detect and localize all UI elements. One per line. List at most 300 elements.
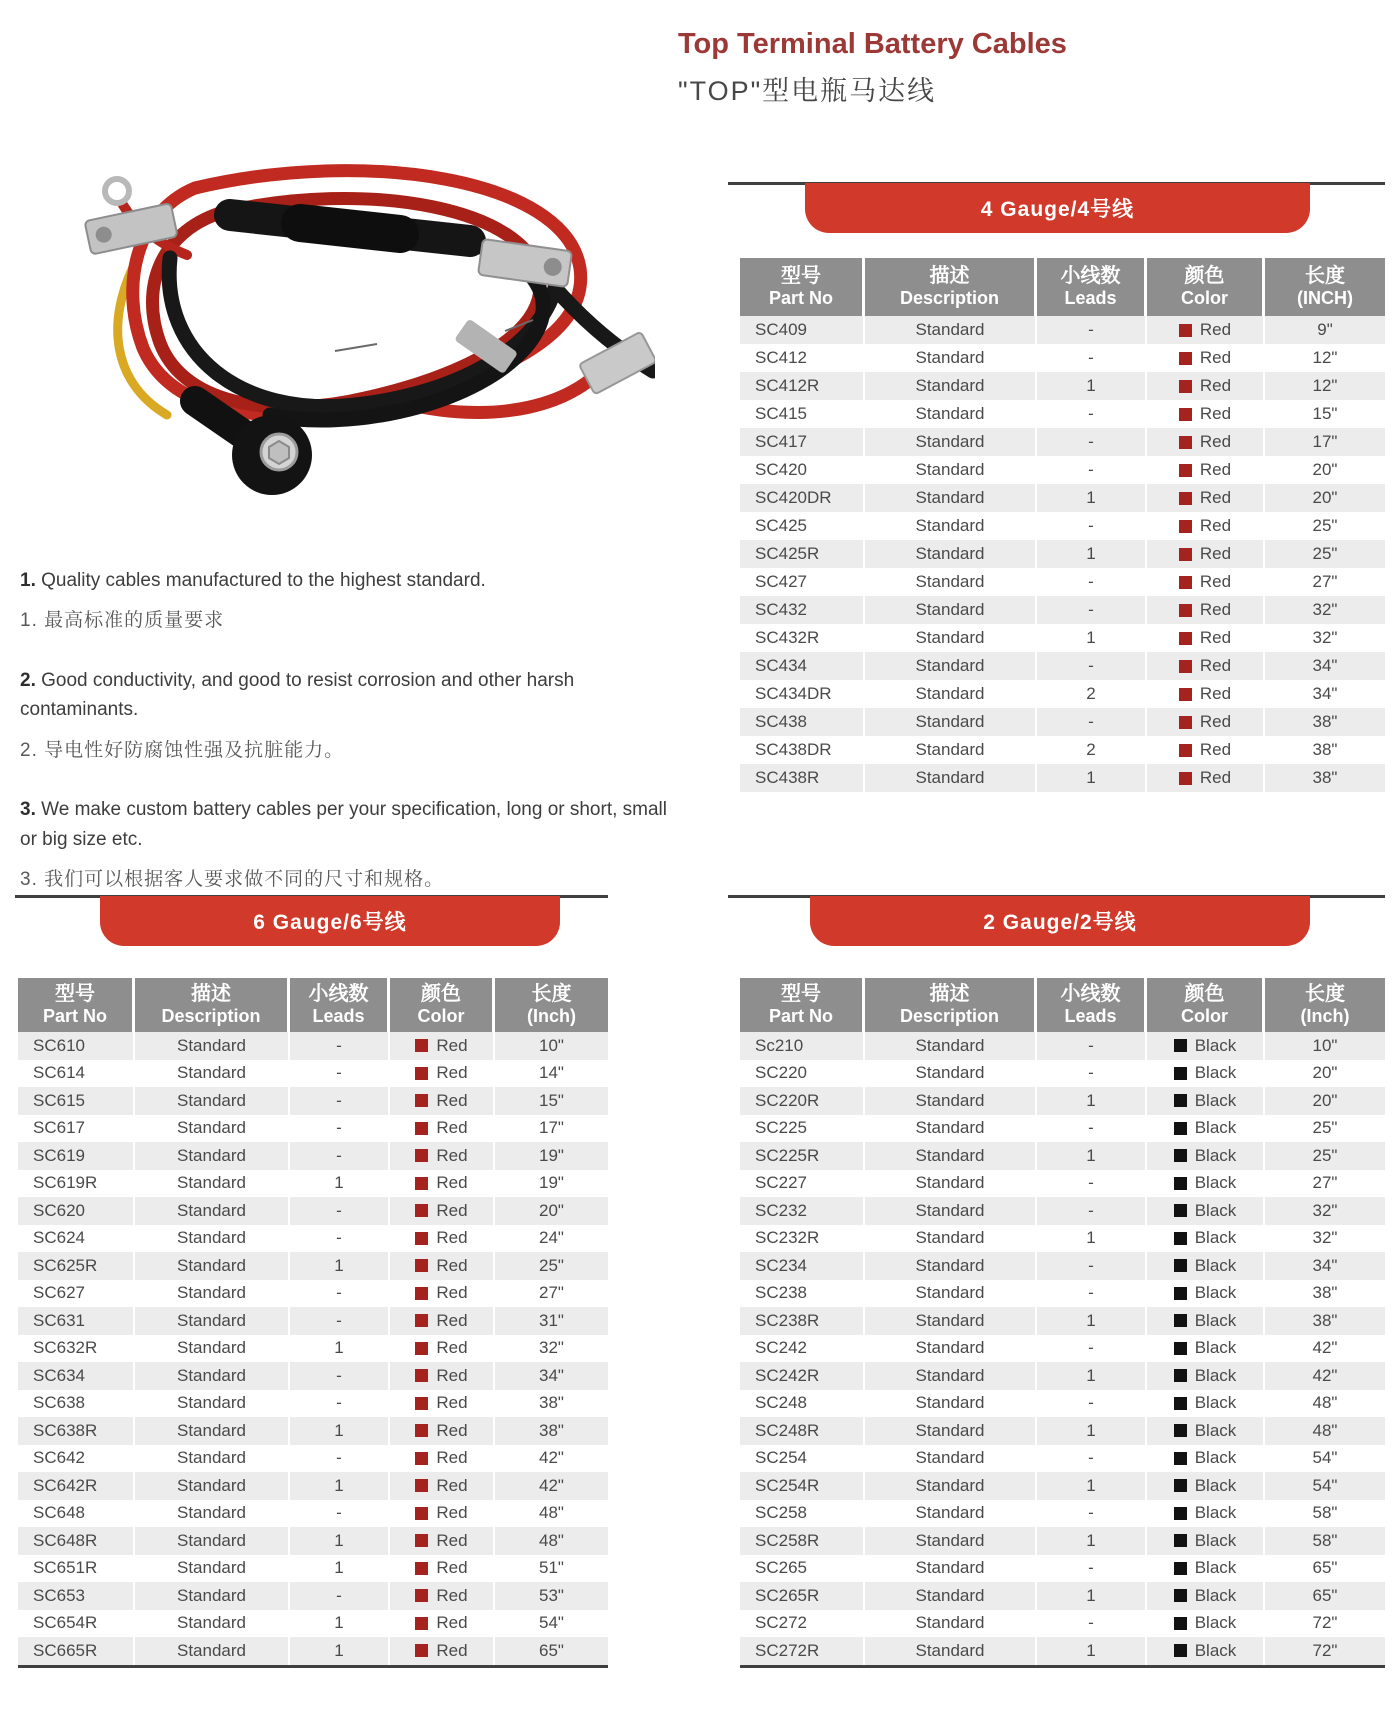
table-6-gauge-header xyxy=(18,978,608,1032)
description-cell: Standard xyxy=(865,680,1037,708)
table-row xyxy=(740,456,1385,484)
color-cell xyxy=(390,1252,495,1280)
description-cell: Standard xyxy=(135,1390,290,1418)
banner-6-gauge xyxy=(100,896,560,946)
table-row xyxy=(740,512,1385,540)
leads-cell: 1 xyxy=(1037,1582,1147,1610)
leads-cell: - xyxy=(1037,1252,1147,1280)
color-label: Black xyxy=(1194,1173,1237,1193)
length-cell: 72" xyxy=(1312,1640,1338,1660)
length-cell: 12" xyxy=(1312,348,1338,367)
header-length: 长度 (Inch) xyxy=(527,983,576,1027)
color-swatch-icon xyxy=(1179,688,1192,701)
description-cell: Standard xyxy=(135,1335,290,1363)
color-cell xyxy=(390,1527,495,1555)
color-cell xyxy=(1147,1445,1265,1473)
color-label: Red xyxy=(1199,712,1232,731)
description-cell: Standard xyxy=(865,1472,1037,1500)
part-no-cell: SC624 xyxy=(18,1225,135,1253)
leads-cell: - xyxy=(1037,596,1147,624)
color-swatch-icon xyxy=(1174,1452,1187,1465)
color-cell xyxy=(390,1582,495,1610)
color-swatch-icon xyxy=(1174,1507,1187,1520)
table-row xyxy=(18,1032,608,1060)
leads-cell: 1 xyxy=(1037,624,1147,652)
title-block xyxy=(678,28,1067,108)
color-label: Red xyxy=(436,1503,468,1523)
part-no-cell: SC254 xyxy=(740,1445,865,1473)
table-row xyxy=(18,1500,608,1528)
header-leads: 小线数 Leads xyxy=(1037,258,1147,316)
leads-cell: - xyxy=(290,1500,390,1528)
length-cell: 34" xyxy=(1312,684,1338,703)
length-cell: 25" xyxy=(1312,1118,1338,1138)
part-no-cell: SC232 xyxy=(740,1197,865,1225)
color-swatch-icon xyxy=(1174,1204,1187,1217)
length-cell: 34" xyxy=(539,1365,564,1385)
table-row xyxy=(18,1472,608,1500)
leads-cell: - xyxy=(1037,1170,1147,1198)
length-cell: 20" xyxy=(1312,1090,1338,1110)
description-cell: Standard xyxy=(865,1115,1037,1143)
color-label: Red xyxy=(436,1255,468,1275)
leads-cell: - xyxy=(1037,1032,1147,1060)
length-cell: 25" xyxy=(1312,516,1338,535)
color-swatch-icon xyxy=(415,1452,428,1465)
color-swatch-icon xyxy=(1179,576,1192,589)
leads-cell: - xyxy=(1037,1390,1147,1418)
part-no-cell: SC619 xyxy=(18,1142,135,1170)
description-cell: Standard xyxy=(865,1225,1037,1253)
color-cell xyxy=(1147,1197,1265,1225)
color-label: Red xyxy=(1199,684,1232,703)
color-label: Red xyxy=(1199,600,1232,619)
description-cell: Standard xyxy=(135,1637,290,1665)
table-row xyxy=(740,1170,1385,1198)
color-swatch-icon xyxy=(1179,772,1192,785)
color-cell xyxy=(1147,680,1265,708)
color-swatch-icon xyxy=(415,1314,428,1327)
description-cell: Standard xyxy=(135,1115,290,1143)
length-cell: 58" xyxy=(1312,1530,1338,1550)
table-row xyxy=(18,1417,608,1445)
leads-cell: 1 xyxy=(1037,372,1147,400)
color-cell xyxy=(390,1390,495,1418)
color-cell xyxy=(1147,568,1265,596)
description-cell: Standard xyxy=(865,1555,1037,1583)
color-label: Red xyxy=(1199,768,1232,787)
length-cell: 38" xyxy=(539,1420,564,1440)
part-no-cell: SC225 xyxy=(740,1115,865,1143)
color-cell xyxy=(390,1170,495,1198)
color-label: Red xyxy=(436,1338,468,1358)
color-label: Red xyxy=(436,1200,468,1220)
color-cell xyxy=(390,1197,495,1225)
length-cell: 27" xyxy=(1312,572,1338,591)
table-row xyxy=(740,1390,1385,1418)
table-row xyxy=(18,1170,608,1198)
table-row xyxy=(740,428,1385,456)
description-cell: Standard xyxy=(865,736,1037,764)
description-cell: Standard xyxy=(865,540,1037,568)
part-no-cell: SC642 xyxy=(18,1445,135,1473)
part-no-cell: SC438DR xyxy=(740,736,865,764)
feature-3-number: 3. xyxy=(20,799,36,821)
banner-2-gauge xyxy=(810,896,1310,946)
color-cell xyxy=(1147,1032,1265,1060)
color-label: Black xyxy=(1194,1063,1237,1083)
part-no-cell: SC638R xyxy=(18,1417,135,1445)
feature-2-zh: 2. 导电性好防腐蚀性强及抗脏能力。 xyxy=(20,739,345,761)
color-swatch-icon xyxy=(1174,1342,1187,1355)
length-cell: 54" xyxy=(1312,1448,1338,1468)
table-bottom-line xyxy=(740,1665,1385,1668)
part-no-cell: SC409 xyxy=(740,316,865,344)
banner-4-gauge xyxy=(805,183,1310,233)
table-4-gauge-header xyxy=(740,258,1385,316)
description-cell: Standard xyxy=(135,1280,290,1308)
color-label: Black xyxy=(1194,1200,1237,1220)
description-cell: Standard xyxy=(135,1527,290,1555)
table-row xyxy=(740,316,1385,344)
table-row xyxy=(740,1115,1385,1143)
ring-terminal xyxy=(105,179,129,203)
part-no-cell: SC653 xyxy=(18,1582,135,1610)
table-row xyxy=(740,1555,1385,1583)
color-cell xyxy=(390,1335,495,1363)
color-cell xyxy=(390,1280,495,1308)
color-label: Red xyxy=(436,1585,468,1605)
description-cell: Standard xyxy=(865,344,1037,372)
description-cell: Standard xyxy=(865,624,1037,652)
color-cell xyxy=(390,1610,495,1638)
leads-cell: - xyxy=(1037,1555,1147,1583)
part-no-cell: SC632R xyxy=(18,1335,135,1363)
color-label: Red xyxy=(436,1393,468,1413)
color-cell xyxy=(1147,652,1265,680)
color-label: Red xyxy=(436,1145,468,1165)
feature-1-text: Quality cables manufactured to the highest standard. xyxy=(41,570,486,591)
length-cell: 38" xyxy=(539,1393,564,1413)
color-label: Black xyxy=(1194,1640,1237,1660)
part-no-cell: SC242 xyxy=(740,1335,865,1363)
description-cell: Standard xyxy=(865,1362,1037,1390)
page-title: Top Terminal Battery Cables xyxy=(678,28,1067,60)
table-row xyxy=(18,1390,608,1418)
leads-cell: 1 xyxy=(1037,484,1147,512)
color-cell xyxy=(1147,1225,1265,1253)
header-description: 描述 Description xyxy=(135,978,290,1032)
table-row xyxy=(18,1555,608,1583)
length-cell: 20" xyxy=(1312,488,1338,507)
description-cell: Standard xyxy=(865,484,1037,512)
table-row xyxy=(18,1115,608,1143)
description-cell: Standard xyxy=(865,1390,1037,1418)
color-label: Black xyxy=(1194,1420,1237,1440)
leads-cell: - xyxy=(1037,708,1147,736)
color-label: Black xyxy=(1194,1145,1237,1165)
color-swatch-icon xyxy=(1179,632,1192,645)
leads-cell: 1 xyxy=(290,1335,390,1363)
table-row xyxy=(740,1307,1385,1335)
table-row xyxy=(740,1417,1385,1445)
color-cell xyxy=(1147,484,1265,512)
color-swatch-icon xyxy=(1179,520,1192,533)
color-swatch-icon xyxy=(415,1067,428,1080)
red-cable-outer-loop xyxy=(133,171,581,415)
color-cell xyxy=(1147,456,1265,484)
color-cell xyxy=(1147,428,1265,456)
color-label: Black xyxy=(1194,1035,1237,1055)
description-cell: Standard xyxy=(135,1197,290,1225)
feature-1-zh: 1. 最高标准的质量要求 xyxy=(20,610,225,632)
color-swatch-icon xyxy=(1174,1424,1187,1437)
color-label: Black xyxy=(1194,1558,1237,1578)
color-cell xyxy=(390,1362,495,1390)
description-cell: Standard xyxy=(865,512,1037,540)
length-cell: 58" xyxy=(1312,1503,1338,1523)
part-no-cell: SC614 xyxy=(18,1060,135,1088)
part-no-cell: SC227 xyxy=(740,1170,865,1198)
leads-cell: - xyxy=(290,1225,390,1253)
table-2-gauge-body xyxy=(740,1032,1385,1665)
table-row xyxy=(740,1472,1385,1500)
color-label: Red xyxy=(1199,432,1232,451)
table-row xyxy=(740,1060,1385,1088)
description-cell: Standard xyxy=(865,1060,1037,1088)
length-cell: 20" xyxy=(1312,1063,1338,1083)
part-no-cell: SC412 xyxy=(740,344,865,372)
length-cell: 12" xyxy=(1312,376,1338,395)
color-label: Red xyxy=(1199,488,1232,507)
color-cell xyxy=(1147,344,1265,372)
header-description: 描述 Description xyxy=(865,978,1037,1032)
description-cell: Standard xyxy=(865,1610,1037,1638)
leads-cell: 1 xyxy=(1037,540,1147,568)
part-no-cell: SC638 xyxy=(18,1390,135,1418)
leads-cell: - xyxy=(1037,1197,1147,1225)
color-swatch-icon xyxy=(1174,1067,1187,1080)
color-cell xyxy=(1147,624,1265,652)
leads-cell: 1 xyxy=(290,1637,390,1665)
table-row xyxy=(740,1032,1385,1060)
color-swatch-icon xyxy=(1174,1177,1187,1190)
table-row xyxy=(18,1060,608,1088)
header-color: 颜色 Color xyxy=(1147,258,1265,316)
color-swatch-icon xyxy=(415,1369,428,1382)
leads-cell: 1 xyxy=(1037,1417,1147,1445)
leads-cell: 1 xyxy=(290,1472,390,1500)
leads-cell: - xyxy=(1037,1115,1147,1143)
color-swatch-icon xyxy=(415,1232,428,1245)
table-row xyxy=(18,1142,608,1170)
color-swatch-icon xyxy=(415,1562,428,1575)
color-swatch-icon xyxy=(1174,1644,1187,1657)
header-part-no: 型号 Part No xyxy=(18,978,135,1032)
color-cell xyxy=(1147,1390,1265,1418)
color-label: Red xyxy=(1199,656,1232,675)
color-label: Red xyxy=(1199,628,1232,647)
table-bottom-line xyxy=(18,1665,608,1668)
color-cell xyxy=(1147,512,1265,540)
leads-cell: 1 xyxy=(290,1417,390,1445)
color-cell xyxy=(1147,1582,1265,1610)
length-cell: 72" xyxy=(1312,1613,1338,1633)
table-6-gauge-body xyxy=(18,1032,608,1665)
description-cell: Standard xyxy=(865,764,1037,792)
leads-cell: 1 xyxy=(1037,764,1147,792)
description-cell: Standard xyxy=(135,1142,290,1170)
color-cell xyxy=(390,1115,495,1143)
part-no-cell: SC625R xyxy=(18,1252,135,1280)
table-row xyxy=(18,1307,608,1335)
color-cell xyxy=(390,1417,495,1445)
description-cell: Standard xyxy=(135,1252,290,1280)
color-cell xyxy=(1147,1115,1265,1143)
color-label: Black xyxy=(1194,1310,1237,1330)
leads-cell: 1 xyxy=(290,1252,390,1280)
leads-cell: - xyxy=(290,1582,390,1610)
color-label: Red xyxy=(436,1558,468,1578)
table-row xyxy=(18,1252,608,1280)
color-swatch-icon xyxy=(1174,1397,1187,1410)
description-cell: Standard xyxy=(865,1500,1037,1528)
table-row xyxy=(740,540,1385,568)
color-cell xyxy=(1147,1417,1265,1445)
table-4-gauge-body xyxy=(740,316,1385,792)
table-row xyxy=(740,1335,1385,1363)
color-swatch-icon xyxy=(415,1259,428,1272)
part-no-cell: SC417 xyxy=(740,428,865,456)
leads-cell: - xyxy=(1037,428,1147,456)
color-cell xyxy=(390,1032,495,1060)
leads-cell: - xyxy=(1037,568,1147,596)
color-swatch-icon xyxy=(415,1397,428,1410)
color-swatch-icon xyxy=(1179,492,1192,505)
color-swatch-icon xyxy=(1174,1122,1187,1135)
description-cell: Standard xyxy=(865,1032,1037,1060)
color-cell xyxy=(1147,736,1265,764)
feature-2-en xyxy=(20,666,670,725)
part-no-cell: SC438 xyxy=(740,708,865,736)
table-row xyxy=(18,1610,608,1638)
leads-cell: 1 xyxy=(1037,1087,1147,1115)
color-swatch-icon xyxy=(1174,1534,1187,1547)
description-cell: Standard xyxy=(865,1170,1037,1198)
table-2-gauge xyxy=(740,978,1385,1668)
description-cell: Standard xyxy=(135,1417,290,1445)
part-no-cell: SC232R xyxy=(740,1225,865,1253)
color-swatch-icon xyxy=(415,1039,428,1052)
color-label: Red xyxy=(436,1530,468,1550)
description-cell: Standard xyxy=(865,1417,1037,1445)
color-label: Red xyxy=(436,1640,468,1660)
table-row xyxy=(740,680,1385,708)
color-label: Black xyxy=(1194,1118,1237,1138)
table-row xyxy=(18,1225,608,1253)
leads-cell: 1 xyxy=(290,1170,390,1198)
part-no-cell: SC615 xyxy=(18,1087,135,1115)
color-cell xyxy=(390,1445,495,1473)
color-label: Black xyxy=(1194,1393,1237,1413)
description-cell: Standard xyxy=(135,1582,290,1610)
part-no-cell: SC258R xyxy=(740,1527,865,1555)
leads-cell: 1 xyxy=(1037,1527,1147,1555)
table-row xyxy=(740,1252,1385,1280)
color-label: Red xyxy=(436,1173,468,1193)
color-label: Black xyxy=(1194,1255,1237,1275)
leads-cell: - xyxy=(1037,1335,1147,1363)
length-cell: 38" xyxy=(1312,1310,1338,1330)
table-row xyxy=(18,1087,608,1115)
length-cell: 15" xyxy=(539,1090,564,1110)
page-subtitle-zh: "TOP"型电瓶马达线 xyxy=(678,76,937,107)
table-row xyxy=(740,344,1385,372)
description-cell: Standard xyxy=(865,1280,1037,1308)
table-row xyxy=(18,1362,608,1390)
table-row xyxy=(740,596,1385,624)
description-cell: Standard xyxy=(135,1445,290,1473)
color-cell xyxy=(1147,1142,1265,1170)
description-cell: Standard xyxy=(865,400,1037,428)
part-no-cell: SC242R xyxy=(740,1362,865,1390)
color-cell xyxy=(390,1637,495,1665)
leads-cell: - xyxy=(290,1280,390,1308)
leads-cell: - xyxy=(290,1197,390,1225)
leads-cell: 1 xyxy=(1037,1225,1147,1253)
table-row xyxy=(740,1610,1385,1638)
part-no-cell: SC420 xyxy=(740,456,865,484)
color-swatch-icon xyxy=(1174,1094,1187,1107)
description-cell: Standard xyxy=(865,1445,1037,1473)
length-cell: 25" xyxy=(1312,544,1338,563)
length-cell: 42" xyxy=(1312,1365,1338,1385)
leads-cell: - xyxy=(290,1362,390,1390)
color-cell xyxy=(1147,1362,1265,1390)
length-cell: 34" xyxy=(1312,1255,1338,1275)
color-swatch-icon xyxy=(415,1122,428,1135)
length-cell: 51" xyxy=(539,1558,564,1578)
color-label: Red xyxy=(436,1420,468,1440)
feature-list xyxy=(20,566,670,925)
part-no-cell: SC620 xyxy=(18,1197,135,1225)
leads-cell: 1 xyxy=(1037,1307,1147,1335)
part-no-cell: SC425 xyxy=(740,512,865,540)
color-cell xyxy=(1147,596,1265,624)
color-cell xyxy=(390,1087,495,1115)
leads-cell: - xyxy=(290,1307,390,1335)
color-swatch-icon xyxy=(1174,1479,1187,1492)
color-cell xyxy=(1147,764,1265,792)
color-swatch-icon xyxy=(1179,548,1192,561)
header-length: 长度 (Inch) xyxy=(1300,983,1350,1027)
length-cell: 54" xyxy=(1312,1475,1338,1495)
description-cell: Standard xyxy=(135,1307,290,1335)
feature-2-text: Good conductivity, and good to resist corrosion and other harsh contaminants. xyxy=(20,669,575,721)
part-no-cell: SC220R xyxy=(740,1087,865,1115)
banner-6-gauge-label: 6 Gauge/6号线 xyxy=(253,911,407,934)
color-label: Black xyxy=(1194,1475,1237,1495)
length-cell: 10" xyxy=(1312,1035,1338,1055)
length-cell: 24" xyxy=(539,1228,564,1248)
color-cell xyxy=(1147,540,1265,568)
leads-cell: - xyxy=(290,1087,390,1115)
color-label: Red xyxy=(436,1228,468,1248)
color-label: Black xyxy=(1194,1228,1237,1248)
description-cell: Standard xyxy=(865,1335,1037,1363)
description-cell: Standard xyxy=(865,1142,1037,1170)
part-no-cell: SC427 xyxy=(740,568,865,596)
